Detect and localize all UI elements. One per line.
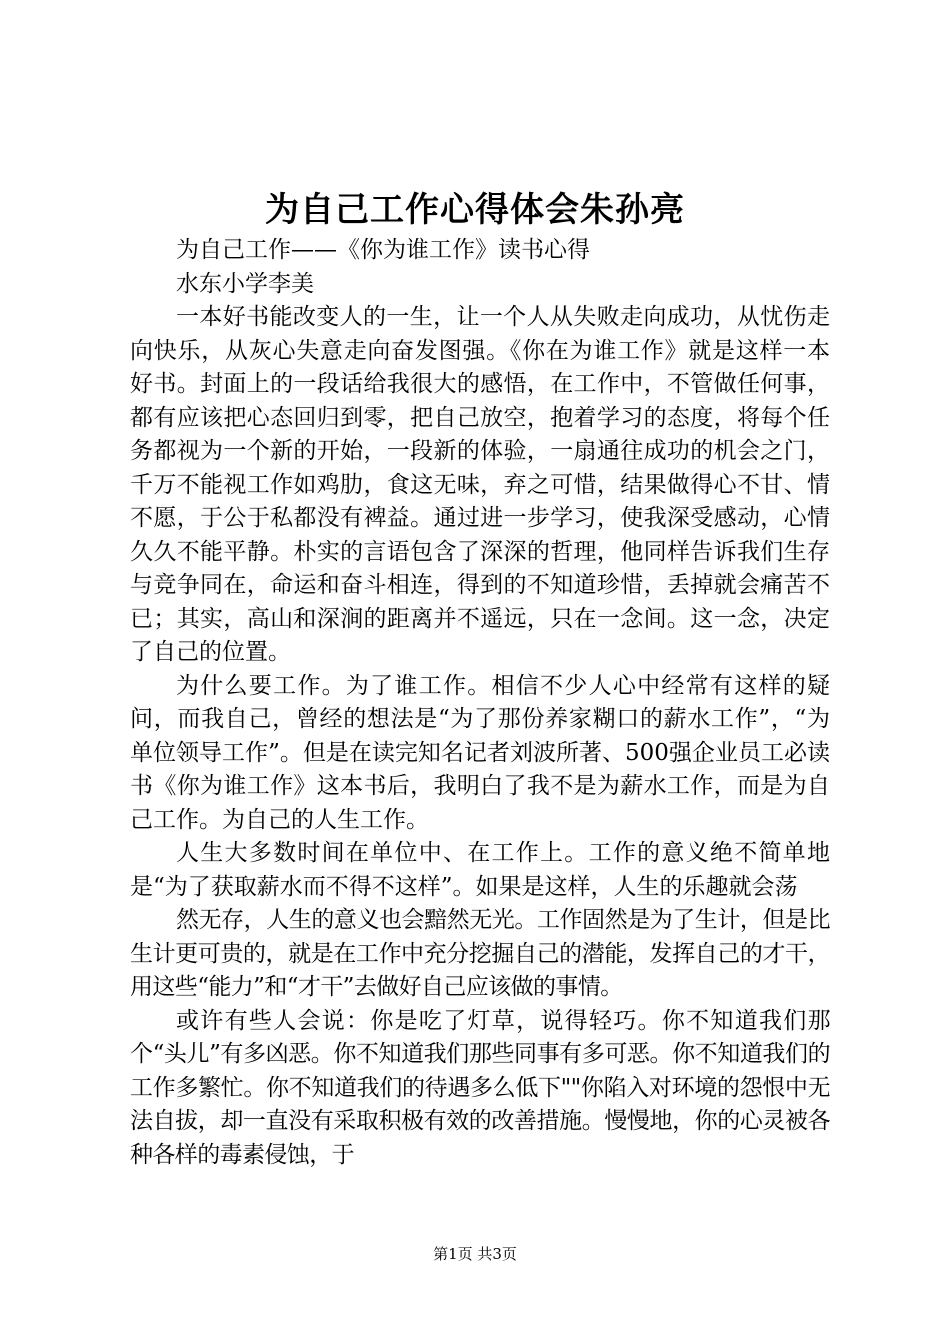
document-title: 为自己工作心得体会朱孙亮 bbox=[265, 190, 685, 230]
paragraph-1: 一本好书能改变人的一生，让一个人从失败走向成功，从忧伤走向快乐，从灰心失意走向奋发图强。《你在为谁工作》就是这样一本好书。封面上的一段话给我很大的感悟，在工作中，不管做任何事，都有应该把心态回归到零，把自己放空，抱着学习的态度，将每个任务都视为一个新的开始，一段新的体验，一扇通往成功的机会之门，千万不能视工作如鸡肋，食这无味，弃之可惜，结果做得心不甘、情不愿，于公于私都没有裨益。通过进一步学习，使我深受感动，心情久久不能平静。朴实的言语包含了深深的哲理，他同样告诉我们生存与竞争同在，命运和奋斗相连，得到的不知道珍惜，丢掉就会痛苦不已；其实，高山和深涧的距离并不遥远，只在一念间。这一念，决定了自己的位置。 bbox=[130, 304, 830, 665]
subtitle-line: 为自己工作——《你为谁工作》读书心得 bbox=[176, 237, 590, 263]
document-body bbox=[130, 234, 830, 1172]
paragraph-4: 然无存，人生的意义也会黯然无光。工作固然是为了生计，但是比生计更可贵的，就是在工作中充分挖掘自己的潜能，发挥自己的才干，用这些“能力”和“才干”去做好自己应该做的事情。 bbox=[130, 907, 830, 1000]
paragraph-5: 或许有些人会说：你是吃了灯草，说得轻巧。你不知道我们那个“头儿”有多凶恶。你不知道我们那些同事有多可恶。你不知道我们的工作多繁忙。你不知道我们的待遇多么低下""你陷入对环境的怨恨中无法自拔，却一直没有采取积极有效的改善措施。慢慢地，你的心灵被各种各样的毒素侵蚀，于 bbox=[130, 1007, 830, 1168]
paragraph-2: 为什么要工作。为了谁工作。相信不少人心中经常有这样的疑问，而我自己，曾经的想法是“为了那份养家糊口的薪水工作”，“为单位领导工作”。但是在读完知名记者刘波所著、500强企业员工必读书《你为谁工作》这本书后，我明白了我不是为薪水工作，而是为自己工作。为自己的人生工作。 bbox=[130, 672, 830, 833]
paragraph-3: 人生大多数时间在单位中、在工作上。工作的意义绝不简单地是“为了获取薪水而不得不这样”。如果是这样，人生的乐趣就会荡 bbox=[130, 840, 830, 900]
page-footer: 第1页 共3页 bbox=[433, 1245, 517, 1263]
author-line: 水东小学李美 bbox=[176, 270, 314, 297]
